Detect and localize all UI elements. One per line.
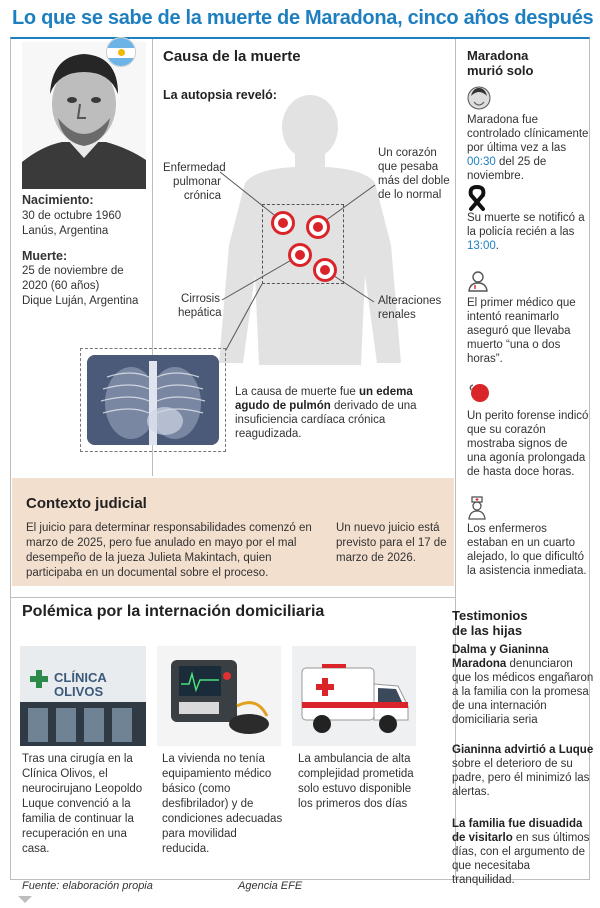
clinic-olivos-photo bbox=[20, 646, 146, 746]
caption-ambulance: La ambulancia de alta complejidad prometida solo estuvo disponible los primeros dos días bbox=[298, 753, 414, 810]
label-liver: Cirrosis hepática bbox=[178, 293, 222, 319]
alone-item-3: El primer médico que intentó reanimarlo aseguró que llevaba muerto “una o dos horas”. bbox=[467, 297, 576, 365]
heart-organ-icon bbox=[467, 382, 491, 404]
defibrillator-photo bbox=[157, 646, 281, 746]
maradona-face-icon bbox=[467, 86, 491, 110]
chest-xray-image bbox=[87, 355, 219, 445]
caption-clinic: Tras una cirugía en la Clínica Olivos, el neurocirujano Leopoldo Luque convenció a la familia de continuar la recuperación en una casa. bbox=[22, 753, 143, 855]
home-care-title: Polémica por la internación domiciliaria bbox=[22, 603, 325, 620]
page-title: Lo que se sabe de la muerte de Maradona, cinco años después bbox=[12, 7, 594, 29]
kidney-marker-icon bbox=[313, 258, 337, 282]
label-heart: Un corazón que pesaba más del doble de lo normal bbox=[378, 147, 450, 201]
alone-item-5: Los enfermeros estaban en un cuarto alejado, lo que dificultó la asistencia inmediata. bbox=[467, 523, 587, 577]
footer-agency: Agencia EFE bbox=[238, 880, 303, 892]
birth-place: Lanús, Argentina bbox=[22, 225, 109, 237]
testimonies-title: Testimonios de las hijas bbox=[452, 608, 528, 638]
judicial-context-box bbox=[12, 478, 454, 586]
death-date: 25 de noviembre de bbox=[22, 265, 124, 277]
birth-date: 30 de octubre 1960 bbox=[22, 210, 122, 222]
alone-item-1: Maradona fue controlado clínicamente por última vez a las 00:30 del 25 de noviembre. bbox=[467, 114, 589, 182]
clinic-sign-line-1: CLÍNICA bbox=[54, 670, 107, 685]
caption-equipment: La vivienda no tenía equipamiento médico básico (como desfibrilador) y de condiciones adecuadas para movilidad reducida. bbox=[162, 753, 283, 855]
death-date-age: 2020 (60 años) bbox=[22, 280, 100, 292]
judicial-text-left: El juicio para determinar responsabilidades comenzó en marzo de 2025, pero fue anulado en mayo por el mal desempeño de la jueza Julieta Makintach, quien participaba en un documental sobre el proceso. bbox=[26, 522, 312, 579]
alone-item-2: Su muerte se notificó a la policía recién a las 13:00. bbox=[467, 212, 585, 252]
label-kidney: Alteraciones renales bbox=[378, 295, 442, 321]
alone-item-4: Un perito forense indicó que su corazón mostraba signos de una agonía prolongada de hasta doce horas. bbox=[467, 410, 589, 478]
label-lung: Enfermedad pulmonar crónica bbox=[163, 162, 226, 202]
cause-of-death-text: La causa de muerte fue un edema agudo de pulmón derivado de una insuficiencia cardíaca crónica reagudizada. bbox=[235, 386, 417, 440]
judicial-title: Contexto judicial bbox=[26, 495, 147, 512]
footer-pointer bbox=[18, 896, 32, 903]
autopsy-subtitle: La autopsia reveló: bbox=[163, 88, 277, 102]
mourning-ribbon-icon bbox=[467, 185, 487, 211]
testimony-3: La familia fue disuadida de visitarlo en sus últimos días, con el argumento de que necesitaba tranquilidad. bbox=[452, 818, 590, 886]
ambulance-photo bbox=[292, 646, 416, 746]
judicial-text-right: Un nuevo juicio está previsto para el 17 de marzo de 2026. bbox=[336, 522, 447, 564]
birth-label: Nacimiento: bbox=[22, 193, 94, 207]
clinic-sign-line-2: OLIVOS bbox=[54, 684, 104, 699]
nurse-icon bbox=[467, 496, 487, 520]
testimony-1: Dalma y Gianinna Maradona denunciaron que los médicos engañaron a la familia con la promesa de una internación domiciliaria seria bbox=[452, 644, 594, 726]
cause-section-title: Causa de la muerte bbox=[163, 48, 301, 65]
alone-title: Maradona murió solo bbox=[467, 48, 534, 78]
lung-marker-icon bbox=[271, 211, 295, 235]
liver-marker-icon bbox=[288, 243, 312, 267]
heart-marker-icon bbox=[306, 215, 330, 239]
footer-source: Fuente: elaboración propia bbox=[22, 880, 153, 892]
testimony-2: Gianinna advirtió a Luque sobre el deterioro de su padre, pero él minimizó las alertas. bbox=[452, 744, 594, 798]
doctor-icon bbox=[467, 270, 489, 292]
xray-frame bbox=[80, 348, 226, 452]
death-place: Dique Luján, Argentina bbox=[22, 295, 139, 307]
death-label: Muerte: bbox=[22, 249, 68, 263]
